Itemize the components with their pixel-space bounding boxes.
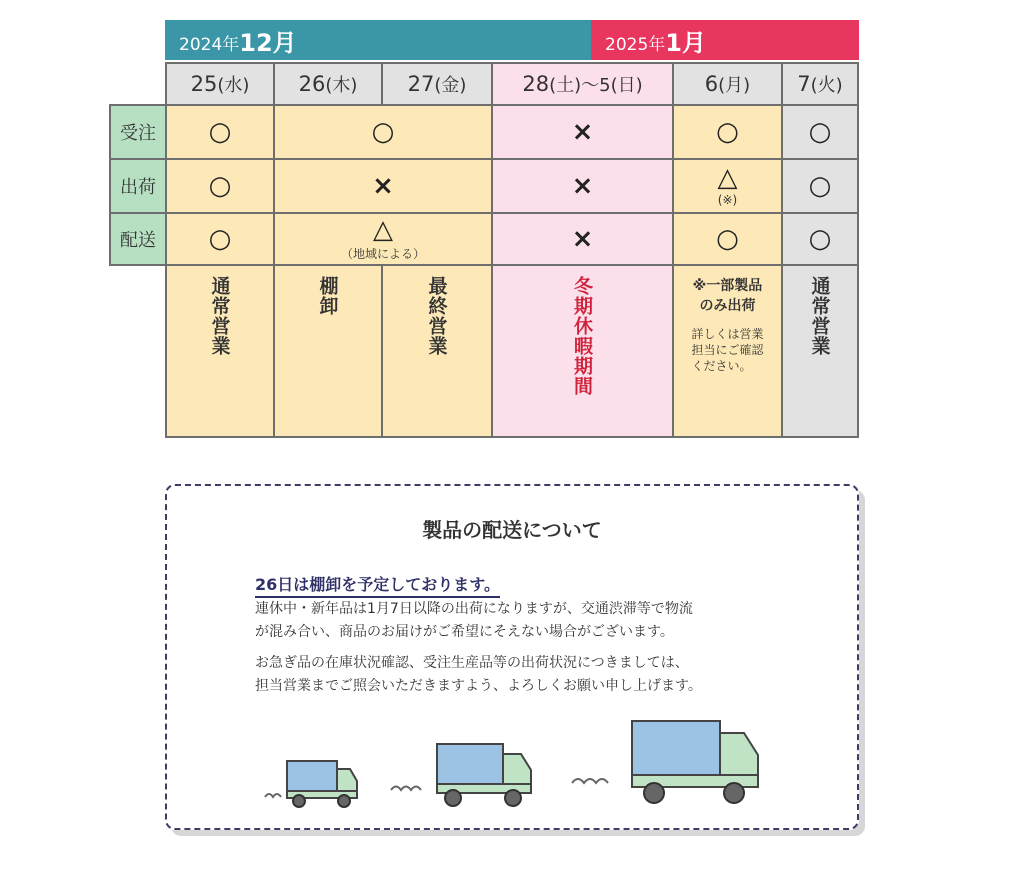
row-label-delivery: 配送 bbox=[109, 212, 167, 266]
note-col-7 bbox=[781, 264, 859, 438]
month-year: 2025年 bbox=[605, 34, 666, 55]
note-detail-2: 担当にご確認 bbox=[691, 343, 764, 357]
truck-small-icon bbox=[265, 761, 357, 807]
notice-paragraph-2: お急ぎ品の在庫状況確認、受注生産品等の出荷状況につきましては、 担当営業までご照会いただきますよう、よろしくお願い申し上げます。 bbox=[255, 655, 702, 694]
note-partial-ship-2: のみ出荷 bbox=[699, 298, 756, 314]
status-mark: × bbox=[571, 117, 594, 147]
region-note: （地域による） bbox=[340, 246, 425, 261]
delivery-notice-box bbox=[165, 484, 859, 830]
notice-paragraph-1: 連休中・新年品は1月7日以降の出荷になりますが、交通渋滞等で物流 が混み合い、商品のお届けがご希望にそえない場合がございます。 bbox=[255, 601, 693, 640]
note-regular-business: 通常営業 bbox=[208, 276, 231, 356]
month-year: 2024年 bbox=[179, 34, 240, 55]
status-mark: ○ bbox=[808, 171, 832, 201]
day-header-6: 6 (月) bbox=[672, 62, 783, 106]
note-detail-1: 詳しくは営業 bbox=[691, 327, 764, 341]
cell-delivery-holiday bbox=[491, 212, 674, 266]
day-header-25: 25 (水) bbox=[165, 62, 275, 106]
truck-medium-icon bbox=[391, 744, 531, 806]
day-header-holiday: 28 (土)～5(日) bbox=[491, 62, 674, 106]
note-col-25 bbox=[165, 264, 275, 438]
note-inventory: 棚卸 bbox=[316, 276, 339, 316]
cell-delivery-6 bbox=[672, 212, 783, 266]
day-header-26: 26 (木) bbox=[273, 62, 383, 106]
note-col-6 bbox=[672, 264, 783, 438]
status-mark: ○ bbox=[208, 117, 232, 147]
cell-ship-6 bbox=[672, 158, 783, 214]
note-winter-holiday: 冬期休暇期間 bbox=[571, 276, 593, 396]
status-mark: ○ bbox=[208, 171, 232, 201]
notice-subheading: 26日は棚卸を予定しております。 bbox=[255, 572, 500, 598]
day-header-7: 7 (火) bbox=[781, 62, 859, 106]
cell-delivery-7 bbox=[781, 212, 859, 266]
note-col-holiday bbox=[491, 264, 674, 438]
note-col-27 bbox=[381, 264, 493, 438]
month-name: 12月 bbox=[239, 28, 297, 57]
status-mark: ○ bbox=[371, 117, 395, 147]
note-col-26 bbox=[273, 264, 383, 438]
status-mark: ○ bbox=[808, 224, 832, 254]
status-mark: ○ bbox=[716, 117, 739, 147]
status-mark: ○ bbox=[808, 117, 832, 147]
cell-delivery-25 bbox=[165, 212, 275, 266]
truck-large-icon bbox=[572, 721, 758, 803]
note-last-business: 最終営業 bbox=[425, 276, 448, 356]
month-name: 1月 bbox=[665, 28, 706, 57]
notice-title: 製品の配送について bbox=[422, 518, 602, 542]
note-regular-business: 通常営業 bbox=[808, 276, 831, 356]
note-partial-ship-1: ※一部製品 bbox=[692, 278, 763, 294]
status-mark: △ bbox=[717, 163, 738, 193]
status-mark: △ bbox=[372, 214, 393, 245]
status-mark: × bbox=[372, 171, 394, 201]
cell-ship-7 bbox=[781, 158, 859, 214]
month-header-2025-01 bbox=[591, 20, 859, 60]
cell-order-holiday bbox=[491, 104, 674, 160]
note-detail-3: ください。 bbox=[691, 359, 752, 373]
cell-order-26-27 bbox=[273, 104, 493, 160]
row-label-shipping: 出荷 bbox=[109, 158, 167, 214]
cell-order-7 bbox=[781, 104, 859, 160]
day-header-27: 27 (金) bbox=[381, 62, 493, 106]
row-label-order: 受注 bbox=[109, 104, 167, 160]
status-mark: × bbox=[571, 224, 594, 254]
cell-order-25 bbox=[165, 104, 275, 160]
cell-ship-holiday bbox=[491, 158, 674, 214]
cell-order-6 bbox=[672, 104, 783, 160]
status-mark: × bbox=[571, 171, 594, 201]
month-header-2024-12 bbox=[165, 20, 591, 60]
cell-delivery-26-27 bbox=[273, 212, 493, 266]
trucks-illustration bbox=[167, 486, 861, 832]
cell-ship-25 bbox=[165, 158, 275, 214]
status-mark: ○ bbox=[208, 224, 232, 254]
footnote-mark: (※) bbox=[717, 193, 738, 207]
cell-ship-26-27 bbox=[273, 158, 493, 214]
status-mark: ○ bbox=[716, 224, 739, 254]
